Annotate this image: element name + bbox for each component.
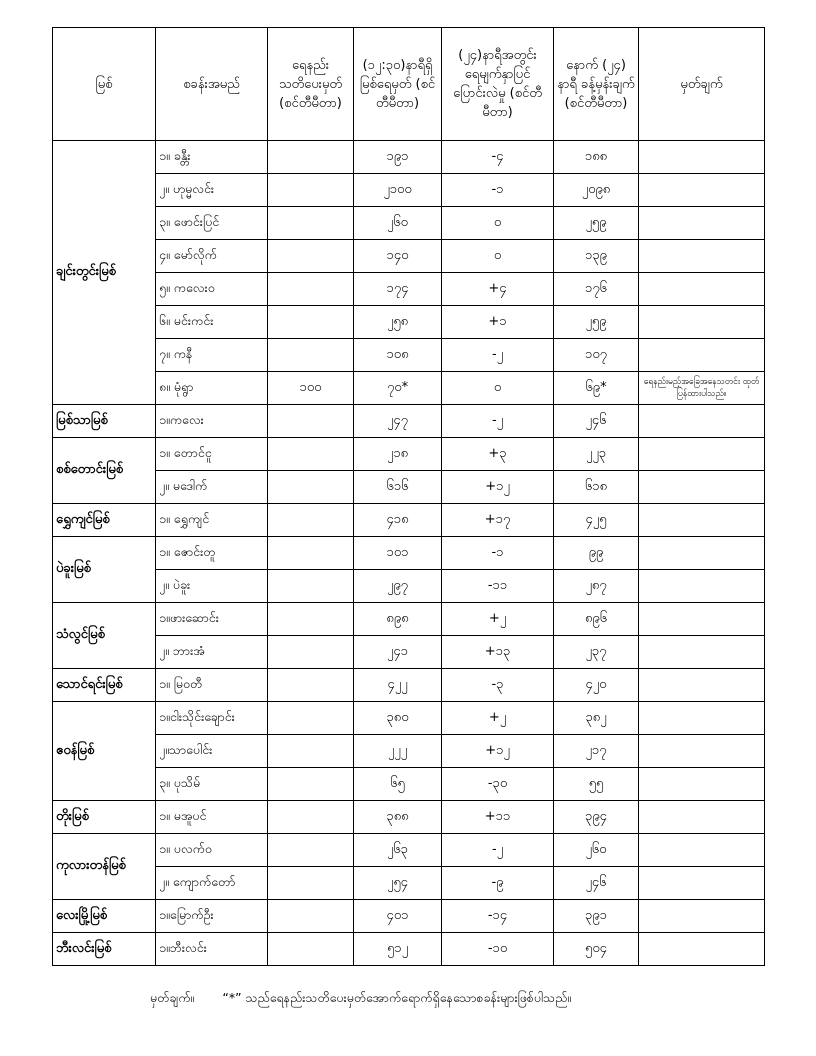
remark-cell xyxy=(639,306,765,339)
remark-cell xyxy=(639,933,765,966)
station-cell: ၅။ ကလေးဝ xyxy=(156,273,268,306)
station-cell: ၃။ ဖောင်းပြင် xyxy=(156,207,268,240)
change-cell: -၃၀ xyxy=(442,768,554,801)
table-row xyxy=(53,240,765,273)
forecast-cell: ၁၃၉ xyxy=(554,240,639,273)
warning-level-cell xyxy=(268,834,354,867)
current-level-cell: ၂၉၇ xyxy=(354,570,442,603)
change-cell: -၃ xyxy=(442,669,554,702)
river-name-cell: ကုလားတန်မြစ် xyxy=(53,834,156,900)
change-cell: -၂ xyxy=(442,339,554,372)
forecast-cell: ၂၅၉ xyxy=(554,207,639,240)
table-row xyxy=(53,504,765,537)
change-cell: -၁၁ xyxy=(442,570,554,603)
remark-cell xyxy=(639,207,765,240)
forecast-cell: ၂၆၀ xyxy=(554,834,639,867)
warning-level-cell xyxy=(268,933,354,966)
warning-level-cell xyxy=(268,174,354,207)
station-cell: ၁။ငါးသိုင်းချောင်း xyxy=(156,702,268,735)
warning-level-cell xyxy=(268,603,354,636)
river-name-cell: ရွှေကျင်မြစ် xyxy=(53,504,156,537)
current-level-cell: ၂၁၈ xyxy=(354,438,442,471)
forecast-cell: ၃၈၂ xyxy=(554,702,639,735)
remark-cell xyxy=(639,636,765,669)
current-level-cell: ၃၈၀ xyxy=(354,702,442,735)
forecast-cell: ၄၂၅ xyxy=(554,504,639,537)
warning-level-cell xyxy=(268,339,354,372)
warning-level-cell xyxy=(268,801,354,834)
current-level-cell: ၃၈၈ xyxy=(354,801,442,834)
table-row xyxy=(53,702,765,735)
station-cell: ၆။ မင်းကင်း xyxy=(156,306,268,339)
current-level-cell: ၇၀* xyxy=(354,372,442,405)
current-level-cell: ၂၄၇ xyxy=(354,405,442,438)
station-cell: ၁။ ခန္တီး xyxy=(156,141,268,174)
change-cell: +၁ xyxy=(442,306,554,339)
river-name-cell: ဧဝန်မြစ် xyxy=(53,702,156,801)
forecast-cell: ၁၈၈ xyxy=(554,141,639,174)
station-cell: ၁။ ပလက်ဝ xyxy=(156,834,268,867)
table-row xyxy=(53,405,765,438)
current-level-cell: ၁၄၀ xyxy=(354,240,442,273)
table-row xyxy=(53,438,765,471)
footnote-label: မှတ်ချက်။ xyxy=(150,990,195,1005)
river-name-cell: ပဲခူးမြစ် xyxy=(53,537,156,603)
remark-cell xyxy=(639,768,765,801)
forecast-cell: ၂၁၇ xyxy=(554,735,639,768)
forecast-cell: ၂၄၆ xyxy=(554,405,639,438)
station-cell: ၂။ ဘားအံ xyxy=(156,636,268,669)
warning-level-cell xyxy=(268,702,354,735)
change-cell: ၀ xyxy=(442,372,554,405)
change-cell: -၄ xyxy=(442,141,554,174)
table-row xyxy=(53,801,765,834)
header-forecast: နောက် (၂၄) နာရီ ခန့်မှန်းချက် (စင်တီမီတာ) xyxy=(554,28,639,141)
warning-level-cell xyxy=(268,768,354,801)
river-name-cell: ဘီးလင်းမြစ် xyxy=(53,933,156,966)
footnote xyxy=(150,990,571,1009)
change-cell: -၂ xyxy=(442,405,554,438)
table-row xyxy=(53,372,765,405)
table-row xyxy=(53,306,765,339)
current-level-cell: ၆၅ xyxy=(354,768,442,801)
station-cell: ၁။ ဇောင်းတူ xyxy=(156,537,268,570)
warning-level-cell xyxy=(268,240,354,273)
current-level-cell: ၄၁၈ xyxy=(354,504,442,537)
header-river: မြစ် xyxy=(53,28,156,141)
river-name-cell: သောင်ရင်းမြစ် xyxy=(53,669,156,702)
forecast-cell: ၂၈၇ xyxy=(554,570,639,603)
remark-cell xyxy=(639,900,765,933)
table-row xyxy=(53,339,765,372)
river-name-cell: လေးမြို့မြစ် xyxy=(53,900,156,933)
table-row xyxy=(53,933,765,966)
forecast-cell: ၅၅ xyxy=(554,768,639,801)
warning-level-cell xyxy=(268,273,354,306)
table-row xyxy=(53,207,765,240)
remark-cell xyxy=(639,405,765,438)
current-level-cell: ၂၁၀၀ xyxy=(354,174,442,207)
table-row xyxy=(53,669,765,702)
forecast-cell: ၂၄၆ xyxy=(554,867,639,900)
warning-level-cell xyxy=(268,669,354,702)
remark-cell xyxy=(639,702,765,735)
warning-level-cell xyxy=(268,207,354,240)
table-row xyxy=(53,174,765,207)
forecast-cell: ၂၅၉ xyxy=(554,306,639,339)
station-cell: ၁။ဖားဆောင်း xyxy=(156,603,268,636)
current-level-cell: ၆၁၆ xyxy=(354,471,442,504)
warning-level-cell xyxy=(268,735,354,768)
table-row xyxy=(53,900,765,933)
forecast-cell: ၆၉* xyxy=(554,372,639,405)
forecast-cell: ၉၉ xyxy=(554,537,639,570)
remark-cell xyxy=(639,735,765,768)
current-level-cell: ၁၉၁ xyxy=(354,141,442,174)
current-level-cell: ၁၀၁ xyxy=(354,537,442,570)
forecast-cell: ၁၇၆ xyxy=(554,273,639,306)
station-cell: ၁။ တောင်ငူ xyxy=(156,438,268,471)
table-row xyxy=(53,603,765,636)
remark-cell xyxy=(639,504,765,537)
table-row xyxy=(53,768,765,801)
current-level-cell: ၈၉၈ xyxy=(354,603,442,636)
station-cell: ၁။ ရွှေကျင် xyxy=(156,504,268,537)
station-cell: ၄။ မော်လိုက် xyxy=(156,240,268,273)
change-cell: +၁၂ xyxy=(442,735,554,768)
table-row xyxy=(53,735,765,768)
header-row xyxy=(53,28,765,141)
warning-level-cell xyxy=(268,504,354,537)
forecast-cell: ၂၂၃ xyxy=(554,438,639,471)
change-cell: +၂ xyxy=(442,702,554,735)
remark-cell: ရေနည်းမည့်အခြေအနေသတင်း ထုတ်ပြန်ထားပါသည်။ xyxy=(639,372,765,405)
station-cell: ၂။သာပေါင်း xyxy=(156,735,268,768)
forecast-cell: ၂၃၇ xyxy=(554,636,639,669)
warning-level-cell xyxy=(268,438,354,471)
footnote-text: “*” သည်ရေနည်းသတိပေးမှတ်အောက်ရောက်ရှိနေသောစခန်းများဖြစ်ပါသည်။ xyxy=(222,990,572,1005)
remark-cell xyxy=(639,174,765,207)
header-24h-change: (၂၄)နာရီအတွင်း ရေမျက်နှာပြင် ပြောင်းလဲမှု (စင်တီမီတာ) xyxy=(442,28,554,141)
table-row xyxy=(53,636,765,669)
change-cell: +၁၁ xyxy=(442,801,554,834)
table-row xyxy=(53,570,765,603)
warning-level-cell xyxy=(268,405,354,438)
warning-level-cell xyxy=(268,471,354,504)
header-warning-level: ရေနည်း သတိပေးမှတ် (စင်တီမီတာ) xyxy=(268,28,354,141)
forecast-cell: ၁၀၇ xyxy=(554,339,639,372)
remark-cell xyxy=(639,438,765,471)
remark-cell xyxy=(639,141,765,174)
warning-level-cell xyxy=(268,867,354,900)
current-level-cell: ၄၂၂ xyxy=(354,669,442,702)
change-cell: +၃ xyxy=(442,438,554,471)
station-cell: ၁။ကလေး xyxy=(156,405,268,438)
remark-cell xyxy=(639,240,765,273)
table-row xyxy=(53,834,765,867)
change-cell: +၄ xyxy=(442,273,554,306)
change-cell: -၂ xyxy=(442,834,554,867)
current-level-cell: ၂၅၄ xyxy=(354,867,442,900)
table-body xyxy=(53,141,765,966)
river-name-cell: စစ်တောင်းမြစ် xyxy=(53,438,156,504)
remark-cell xyxy=(639,537,765,570)
station-cell: ၂။ ကျောက်တော် xyxy=(156,867,268,900)
warning-level-cell xyxy=(268,570,354,603)
forecast-cell: ၃၉၁ xyxy=(554,900,639,933)
forecast-cell: ၅၀၄ xyxy=(554,933,639,966)
current-level-cell: ၂၆၃ xyxy=(354,834,442,867)
remark-cell xyxy=(639,273,765,306)
station-cell: ၁။ မြဝတီ xyxy=(156,669,268,702)
current-level-cell: ၂၅၈ xyxy=(354,306,442,339)
forecast-cell: ၂၀၉၈ xyxy=(554,174,639,207)
table-row xyxy=(53,867,765,900)
change-cell: +၂ xyxy=(442,603,554,636)
current-level-cell: ၂၂၂ xyxy=(354,735,442,768)
change-cell: -၁ xyxy=(442,174,554,207)
forecast-cell: ၆၁၈ xyxy=(554,471,639,504)
header-current-level: (၁၂:၃၀)နာရီရှိ မြစ်ရေမှတ် (စင်တီမီတာ) xyxy=(354,28,442,141)
warning-level-cell xyxy=(268,900,354,933)
current-level-cell: ၂၆၀ xyxy=(354,207,442,240)
header-station: စခန်းအမည် xyxy=(156,28,268,141)
station-cell: ၃။ ပုသိမ် xyxy=(156,768,268,801)
warning-level-cell: ၁၀၀ xyxy=(268,372,354,405)
river-name-cell: မြစ်သာမြစ် xyxy=(53,405,156,438)
current-level-cell: ၁၇၄ xyxy=(354,273,442,306)
station-cell: ၁။မြောက်ဦး xyxy=(156,900,268,933)
station-cell: ၂။ ဟုမ္မလင်း xyxy=(156,174,268,207)
remark-cell xyxy=(639,867,765,900)
change-cell: -၁၀ xyxy=(442,933,554,966)
remark-cell xyxy=(639,471,765,504)
station-cell: ၂။ ပဲခူး xyxy=(156,570,268,603)
table-row xyxy=(53,141,765,174)
station-cell: ၇။ ကနီ xyxy=(156,339,268,372)
remark-cell xyxy=(639,603,765,636)
warning-level-cell xyxy=(268,636,354,669)
station-cell: ၈။ မုံရွာ xyxy=(156,372,268,405)
remark-cell xyxy=(639,570,765,603)
change-cell: -၉ xyxy=(442,867,554,900)
current-level-cell: ၂၄၁ xyxy=(354,636,442,669)
change-cell: ၀ xyxy=(442,207,554,240)
table-row xyxy=(53,537,765,570)
change-cell: +၁၂ xyxy=(442,471,554,504)
station-cell: ၁။ မအူပင် xyxy=(156,801,268,834)
change-cell: -၁၄ xyxy=(442,900,554,933)
change-cell: +၁၇ xyxy=(442,504,554,537)
river-name-cell: တိုးမြစ် xyxy=(53,801,156,834)
station-cell: ၁။ဘီးလင်း xyxy=(156,933,268,966)
forecast-cell: ၄၂၀ xyxy=(554,669,639,702)
warning-level-cell xyxy=(268,306,354,339)
forecast-cell: ၃၉၄ xyxy=(554,801,639,834)
station-cell: ၂။ မဒေါက် xyxy=(156,471,268,504)
river-name-cell: သံလွင်မြစ် xyxy=(53,603,156,669)
current-level-cell: ၅၁၂ xyxy=(354,933,442,966)
warning-level-cell xyxy=(268,141,354,174)
change-cell: +၁၃ xyxy=(442,636,554,669)
table-row xyxy=(53,273,765,306)
river-name-cell: ချင်းတွင်းမြစ် xyxy=(53,141,156,405)
water-level-table xyxy=(52,27,765,966)
header-remark: မှတ်ချက် xyxy=(639,28,765,141)
change-cell: ၀ xyxy=(442,240,554,273)
remark-cell xyxy=(639,801,765,834)
current-level-cell: ၁၀၈ xyxy=(354,339,442,372)
current-level-cell: ၄၀၁ xyxy=(354,900,442,933)
remark-cell xyxy=(639,339,765,372)
remark-cell xyxy=(639,834,765,867)
forecast-cell: ၈၉၆ xyxy=(554,603,639,636)
remark-cell xyxy=(639,669,765,702)
table-row xyxy=(53,471,765,504)
change-cell: -၁ xyxy=(442,537,554,570)
warning-level-cell xyxy=(268,537,354,570)
